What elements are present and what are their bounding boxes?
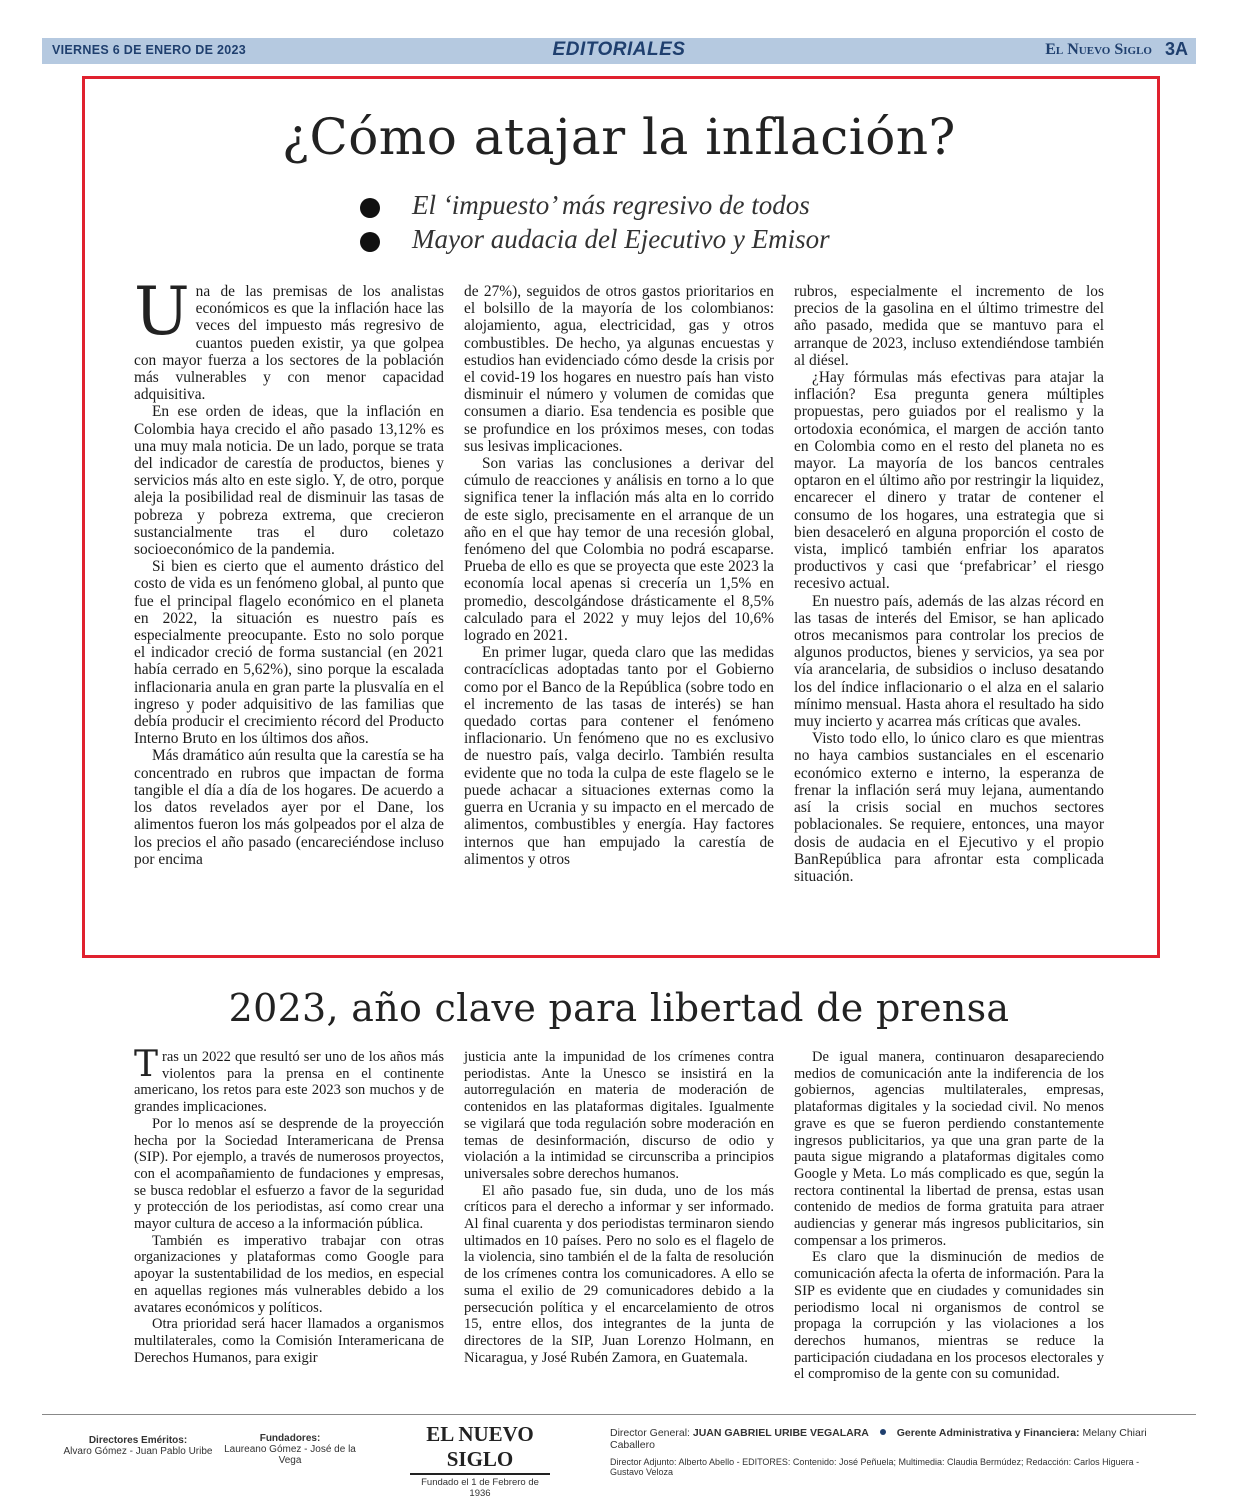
- paragraph: De igual manera, continuaron desapareciendo medios de comunicación ante la indiferencia de los gobiernos, agencias multilaterales, empresas, plataformas digitales y la sociedad civil. No menos grave es que se fueron perdiendo constantemente ingresos publicitarios, ya que una gran parte de la pauta sigue migrando a plataformas digitales como Google y Meta. Lo más complicado es que, según la rectora continental la libertad de prensa, estas usan contenido de medios de forma gratuita para atraer audiencias y generar más ingresos publicitarios, sin compensar a los primeros.: [794, 1049, 1104, 1249]
- footer-label: Fundadores:: [259, 1433, 321, 1444]
- page-number: 3A: [1164, 39, 1188, 59]
- editorial-1-decks: [360, 190, 920, 258]
- column-3: [794, 283, 1104, 885]
- drop-cap: U: [134, 273, 190, 350]
- paragraph: En primer lugar, queda claro que las medidas contracíclicas adoptadas tanto por el Gobierno como por el Banco de la República (sobre todo en el incremento de las tasas de interés) se han quedado cortas para contener el fenómeno inflacionario. Un fenómeno que no es exclusivo de nuestro país, valga decirlo. También resulta evidente que no toda la culpa de este flagelo se le puede achacar a situaciones externas como la guerra en Ucrania y su impacto en el mercado de alimentos, combustibles y energía. Hay factores internos que han empujado la carestía de alimentos y otros: [464, 644, 774, 868]
- page-header-bar: [42, 38, 1196, 64]
- separator-dot-icon: [880, 1429, 886, 1435]
- bullet-icon: [360, 232, 380, 252]
- footer-staff-editors: Director Adjunto: Alberto Abello - EDITORES: Contenido: José Peñuela; Multimedia: Claudia Bermúdez; Redacción: Carlos Higuera - Gustavo Veloza: [610, 1457, 1140, 1477]
- drop-cap: T: [134, 1044, 159, 1085]
- footer-logo: EL NUEVO SIGLO: [410, 1422, 550, 1475]
- paragraph: Una de las premisas de los analistas económicos es que la inflación hace las veces del impuesto más regresivo de cuantos pueden existir, ya que golpea con mayor fuerza a los sectores de la población más vulnerables y con menor capacidad adquisitiva.: [134, 273, 444, 404]
- paragraph: Por lo menos así se desprende de la proyección hecha por la Sociedad Interamericana de Prensa (SIP). Por ejemplo, a través de numerosos proyectos, con el acompañamiento de fundaciones y empresas, se busca redoblar el esfuerzo a favor de la seguridad y protección de los periodistas, así como crear una mayor cultura de acceso a la información pública.: [134, 1115, 444, 1233]
- deck-line: [360, 224, 920, 258]
- editorial-1-body: [134, 273, 1104, 885]
- paragraph: rubros, especialmente el incremento de los precios de la gasolina en el último trimestre del año pasado, medida que se mantuvo para el arranque de 2023, incluso extendiéndose también al diésel.: [794, 283, 1104, 369]
- footer-brand: [410, 1422, 550, 1499]
- paragraph: Otra prioridad será hacer llamados a organismos multilaterales, como la Comisión Interamericana de Derechos Humanos, para exigir: [134, 1316, 444, 1366]
- footer-fundadores: [220, 1433, 360, 1466]
- column-2: [464, 283, 774, 885]
- column-3: [794, 1049, 1104, 1383]
- footer-label: Gerente Administrativa y Financiera:: [896, 1427, 1080, 1439]
- column-1: [134, 273, 444, 885]
- footer-value: JUAN GABRIEL URIBE VEGALARA: [692, 1427, 869, 1439]
- paragraph: Son varias las conclusiones a derivar del cúmulo de reacciones y análisis en torno a lo que significa tener la inflación más alta en lo corrido de este siglo, precisamente en el arranque de un año en el que hay temor de una recesión global, fenómeno del que Colombia no podrá escaparse. Prueba de ello es que se proyecta que este 2023 la economía local apenas si crecería un 1,5% en promedio, descolgándose drásticamente el 8,5% calculado para el 2022 y muy lejos del 10,6% logrado en 2021.: [464, 455, 774, 645]
- footer-founded: Fundado el 1 de Febrero de 1936: [421, 1477, 539, 1499]
- paragraph: de 27%), seguidos de otros gastos prioritarios en el bolsillo de la mayoría de los colombianos: alojamiento, agua, electricidad, gas y otros combustibles. De hecho, ya algunas encuestas y estudios han evidenciado cómo desde la crisis por el covid-19 los hogares en nuestro país han visto disminuir el número y volumen de comidas que consumen a diario. Esa tendencia es posible que se profundice en los próximos meses, con todas sus lesivas implicaciones.: [464, 283, 774, 455]
- paragraph: Si bien es cierto que el aumento drástico del costo de vida es un fenómeno global, al punto que fue el principal flagelo económico en el planeta en 2022, la situación es nuestro país es especialmente preocupante. Esto no solo porque el indicador creció de forma sustancial (en 2021 había cerrado en 5,62%), sino porque la escalada inflacionaria anula en gran parte la plusvalía en el ingreso y poder adquisitivo de las familias que debía producir el crecimiento récord del Producto Interno Bruto en los últimos dos años.: [134, 558, 444, 748]
- masthead-brand: El Nuevo Siglo: [1045, 41, 1152, 58]
- footer-divider: [42, 1414, 1196, 1415]
- footer-value: Laureano Gómez - José de la Vega: [224, 1444, 356, 1466]
- footer-label: Directores Eméritos:: [88, 1435, 188, 1446]
- section-title: EDITORIALES: [552, 39, 686, 60]
- deck-line: [360, 190, 920, 224]
- paragraph: En ese orden de ideas, que la inflación en Colombia haya crecido el año pasado 13,12% es una muy mala noticia. De un lado, porque se trata del indicador de carestía de productos, bienes y servicios más alto en este siglo. Y, de otro, porque aleja la posibilidad real de disminuir las tasas de pobreza y pobreza extrema, que crecieron sustancialmente tras el duro coletazo socioeconómico de la pandemia.: [134, 403, 444, 559]
- footer-label: Director General:: [610, 1427, 690, 1439]
- footer-staff-row: [610, 1427, 1170, 1451]
- column-2: [464, 1049, 774, 1383]
- column-1: [134, 1044, 444, 1383]
- editorial-1-title: ¿Cómo atajar la inflación?: [282, 108, 956, 166]
- deck-text: El ‘impuesto’ más regresivo de todos: [412, 190, 810, 220]
- footer-value: Melany Chiari Caballero: [610, 1427, 1147, 1451]
- footer-staff: [610, 1427, 1170, 1477]
- paragraph: justicia ante la impunidad de los crímenes contra periodistas. Ante la Unesco se insistirá en la autorregulación en materia de moderación de contenidos en las plataformas digitales. Igualmente se vigilará que toda regulación sobre moderación en temas de desinformación, discurso de odio y violación a la intimidad se circunscriba a principios universales sobre derechos humanos.: [464, 1049, 774, 1182]
- paragraph: Visto todo ello, lo único claro es que mientras no haya cambios sustanciales en el escenario económico externo e interno, la esperanza de frenar la inflación será muy lejana, aumentando así la crisis social en muchos sectores poblacionales. Se requiere, entonces, una mayor dosis de audacia en el Ejecutivo y el propio BanRepública para afrontar esta complicada situación.: [794, 730, 1104, 885]
- bullet-icon: [360, 198, 380, 218]
- paragraph: Es claro que la disminución de medios de comunicación afecta la oferta de información. Para la SIP es evidente que en ciudades y comunidades sin periodismo local ni organismos de control se propaga la corrupción y las violaciones a los derechos humanos, mientras se reduce la participación ciudadana en los procesos electorales y el compromiso de la gente con su comunidad.: [794, 1249, 1104, 1383]
- paragraph: ¿Hay fórmulas más efectivas para atajar la inflación? Esa pregunta genera múltiples propuestas, pero guiados por el realismo y la ortodoxia económica, el margen de acción tanto en Colombia como en el resto del planeta no es mayor. La mayoría de los bancos centrales optaron en el último año por restringir la liquidez, encarecer el dinero y tratar de contener el consumo de los hogares, una estrategia que si bien desaceleró en alguna proporción el costo de vista, implicó también enfriar los aparatos productivos y casi que ‘prefabricar’ el riesgo recesivo actual.: [794, 369, 1104, 593]
- issue-date: VIERNES 6 DE ENERO DE 2023: [52, 43, 246, 57]
- editorial-2-body: [134, 1044, 1104, 1383]
- deck-text: Mayor audacia del Ejecutivo y Emisor: [412, 224, 830, 254]
- paragraph: El año pasado fue, sin duda, uno de los más críticos para el derecho a informar y ser informado. Al final cuarenta y dos periodistas terminaron siendo ultimados en 10 países. Pero no solo es el flagelo de la violencia, sino también el de la falta de resolución de los crímenes contra los comunicadores. A ello se suma el exilio de 29 comunicadores debido a la persecución política y el encarcelamiento de otros 15, entre ellos, dos integrantes de la junta de directores de la SIP, Juan Lorenzo Holmann, en Nicaragua, y José Rubén Zamora, en Guatemala.: [464, 1182, 774, 1366]
- footer-value: Alvaro Gómez - Juan Pablo Uribe: [63, 1446, 213, 1457]
- paragraph: Más dramático aún resulta que la carestía se ha concentrado en rubros que impactan de forma tangible el día a día de los hogares. De acuerdo a los datos revelados ayer por el Dane, los alimentos fueron los más golpeados por el alza de los precios el año pasado (encareciéndose incluso por encima: [134, 747, 444, 868]
- footer-directores-emeritos: [58, 1435, 218, 1457]
- editorial-2-title: 2023, año clave para libertad de prensa: [228, 986, 1010, 1030]
- paragraph: En nuestro país, además de las alzas récord en las tasas de interés del Emisor, se han aplicado otros mecanismos para controlar los precios de algunos productos, bienes y servicios, ya sea por vía arancelaria, de subsidios o incluso desatando los del índice inflacionario o el alza en el salario mínimo mensual. Hasta ahora el resultado ha sido muy incierto y acarrea más críticas que avales.: [794, 592, 1104, 731]
- paragraph: También es imperativo trabajar con otras organizaciones y plataformas como Google para apoyar la sustentabilidad de los medios, en especial en aquellas regiones más vulnerables debido a los avatares económicos y políticos.: [134, 1232, 444, 1316]
- paragraph: Tras un 2022 que resultó ser uno de los años más violentos para la prensa en el continente americano, los retos para este 2023 son muchos y de grandes implicaciones.: [134, 1044, 444, 1116]
